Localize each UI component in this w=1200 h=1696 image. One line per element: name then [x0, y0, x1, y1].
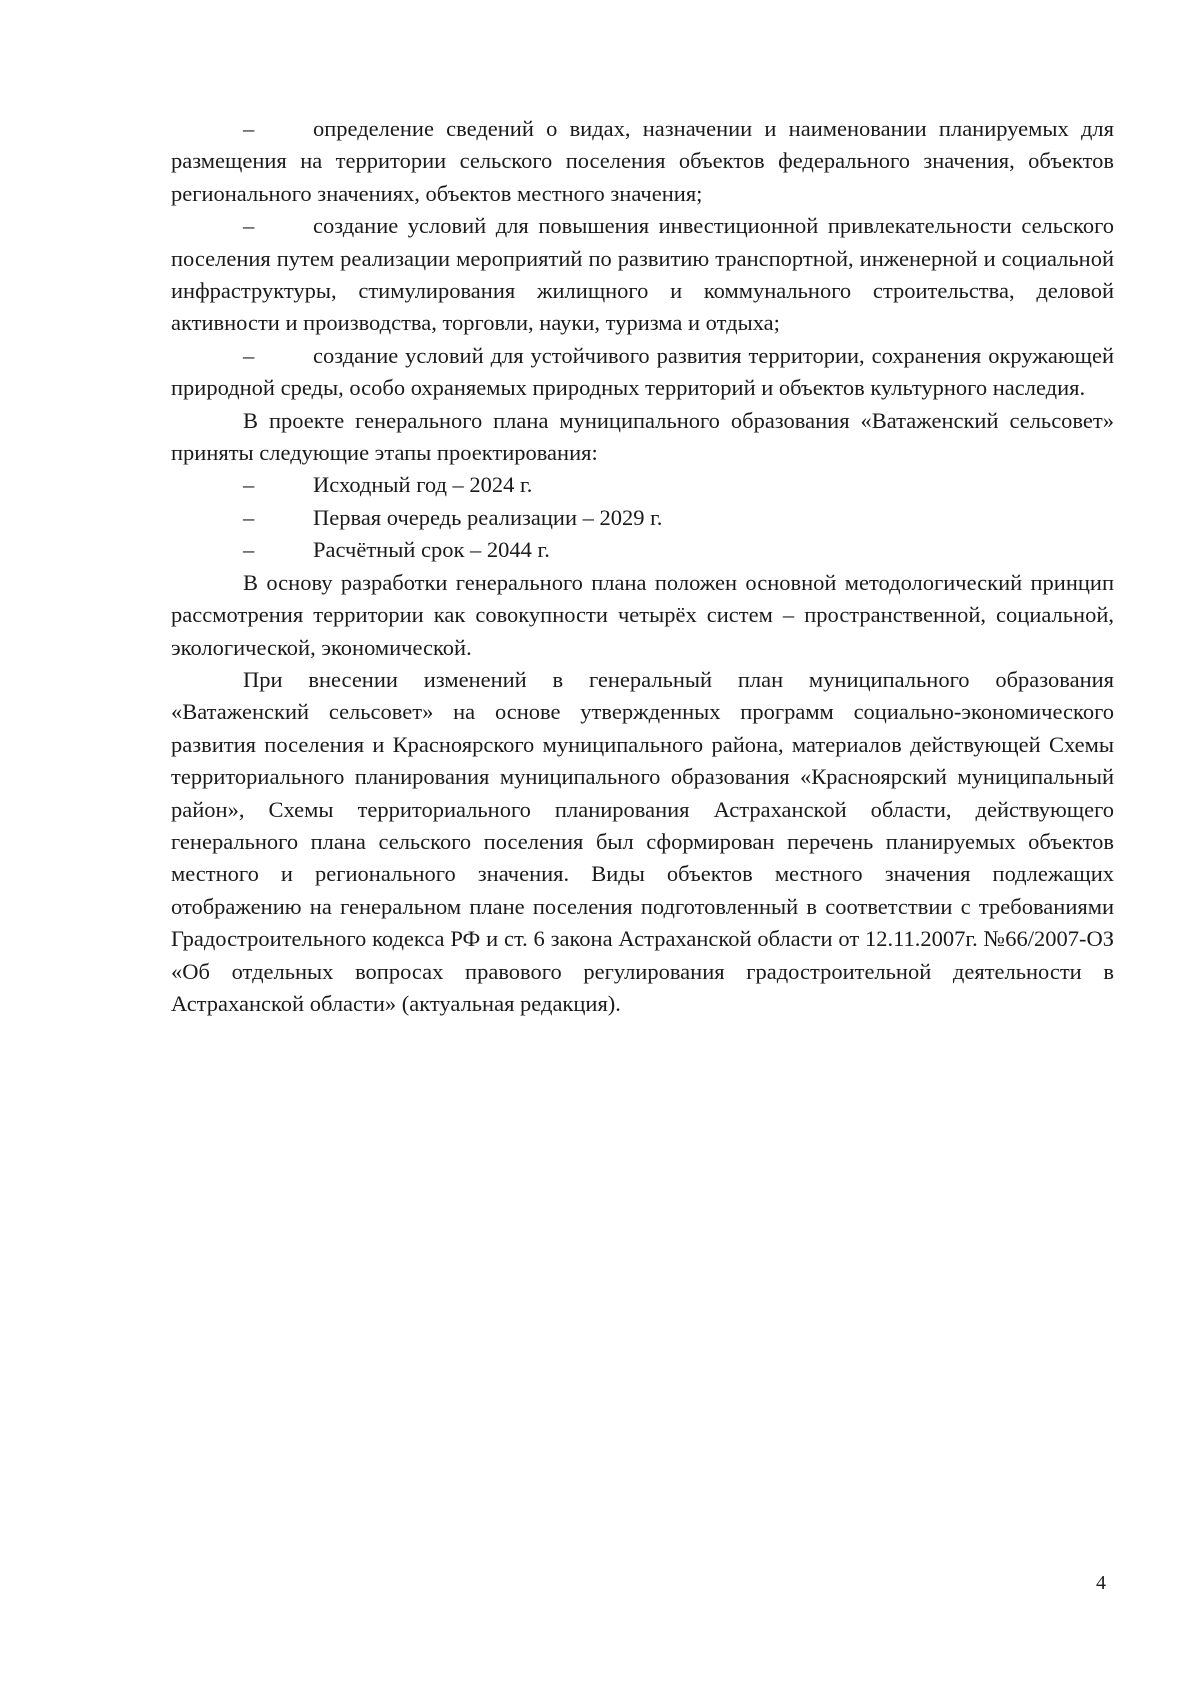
stage-text: Первая очередь реализации – 2029 г. [313, 504, 663, 530]
goal-text: определение сведений о видах, назначении и наименовании планируемых для размещения на территории сельского поселения объектов федерального значения, объектов регионального значениях, объектов местного значения; [171, 116, 1114, 206]
goal-list-item [171, 210, 1114, 340]
goal-text: создание условий для повышения инвестиционной привлекательности сельского поселения путем реализации мероприятий по развитию транспортной, инженерной и социальной инфраструктуры, стимулирования жилищного и коммунального строительства, деловой активности и производства, торговли, науки, туризма и отдыха; [171, 213, 1114, 336]
goal-list-item [171, 113, 1114, 210]
changes-paragraph: При внесении изменений в генеральный план муниципального образования «Ватаженский сельсовет» на основе утвержденных программ социально-экономического развития поселения и Красноярского муниципального района, материалов действующей Схемы территориального планирования муниципального образования «Красноярский муниципальный район», Схемы территориального планирования Астраханской области, действующего генерального плана сельского поселения был сформирован перечень планируемых объектов местного и регионального значения. Виды объектов местного значения подлежащих отображению на генеральном плане поселения подготовленный в соответствии с требованиями Градостроительного кодекса РФ и ст. 6 закона Астраханской области от 12.11.2007г. №66/2007-ОЗ «Об отдельных вопросах правового регулирования градостроительной деятельности в Астраханской области» (актуальная редакция). [171, 666, 1114, 1016]
list-dash: – [243, 213, 255, 239]
list-dash: – [243, 504, 255, 530]
goal-text: создание условий для устойчивого развития территории, сохранения окружающей природной среды, особо охраняемых природных территорий и объектов культурного наследия. [171, 342, 1114, 401]
stage-text: Исходный год – 2024 г. [313, 472, 533, 498]
principle-paragraph: В основу разработки генерального плана положен основной методологический принцип рассмотрения территории как совокупности четырёх систем – пространственной, социальной, экологической, экономической. [171, 569, 1114, 660]
stage-text: Расчётный срок – 2044 г. [313, 537, 550, 563]
stage-list-item [171, 469, 1114, 501]
stage-list-item [171, 534, 1114, 566]
list-dash: – [243, 537, 255, 563]
stages-intro-paragraph: В проекте генерального плана муниципального образования «Ватаженский сельсовет» приняты следующие этапы проектирования: [171, 407, 1114, 466]
list-dash: – [243, 116, 255, 141]
stage-list-item [171, 502, 1114, 534]
goal-list-item [171, 340, 1114, 405]
list-dash: – [243, 472, 255, 498]
page-content [171, 113, 1114, 1020]
page-number: 4 [1096, 1572, 1106, 1594]
list-dash: – [243, 342, 255, 368]
